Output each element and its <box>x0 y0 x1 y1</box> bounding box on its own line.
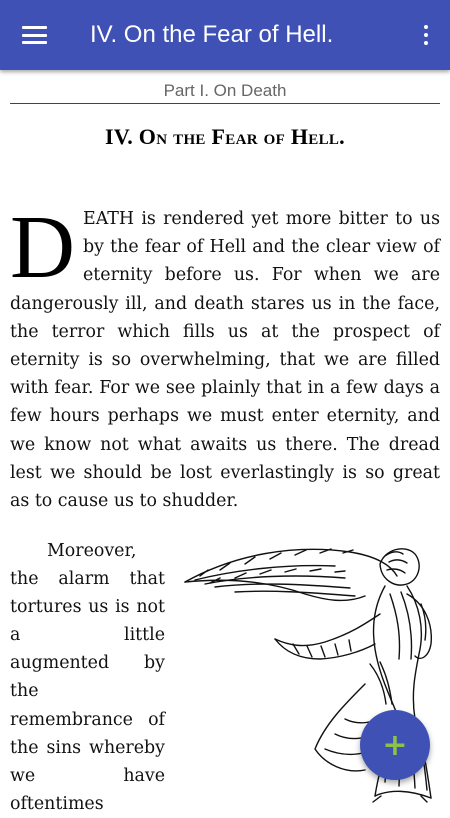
add-fab[interactable] <box>360 710 430 780</box>
overflow-menu-button[interactable] <box>408 15 444 55</box>
paragraph-1 <box>10 198 440 515</box>
part-header: Part I. On Death <box>10 80 440 104</box>
chapter-title: IV. On the Fear of Hell. <box>104 124 345 149</box>
paragraph-1-text: EATH is rendered yet more bitter to us by the fear of Hell and the clear view of eternity before us. For when we are dangerously ill, and death stares us in the face, the terror which fills us at the prospect of eternity is so overwhelming, that we are filled with fear. For we see plainly that in a few days a few hours perhaps we must enter eternity, and we know not what awaits us there. The dread lest we should be lost everlastingly is so great as to cause us to shudder. <box>10 209 440 512</box>
more-vert-icon <box>424 25 428 29</box>
hamburger-menu-icon <box>22 26 47 44</box>
paragraph-2: Moreover, the alarm that tortures us is not a little augmented by the remembrance of the sins whereby we have oftentimes <box>10 541 165 814</box>
menu-button[interactable] <box>10 13 58 57</box>
app-bar <box>0 0 450 70</box>
plus-icon: + <box>382 727 408 763</box>
app-bar-title: IV. On the Fear of Hell. <box>90 21 334 48</box>
drop-cap: D <box>10 198 75 297</box>
reader-content[interactable] <box>0 70 450 814</box>
